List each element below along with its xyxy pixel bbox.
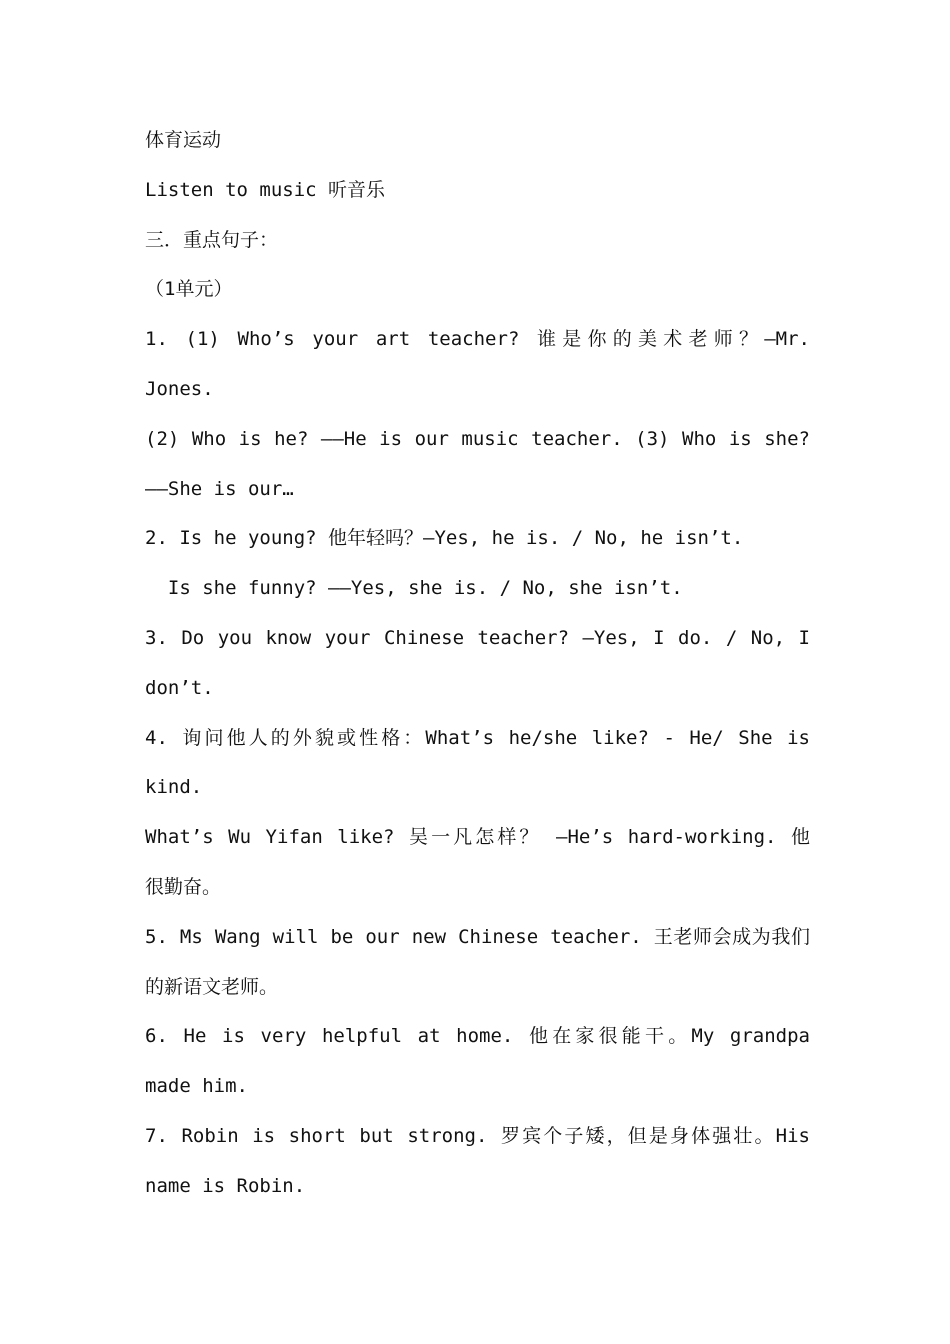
text-line: Listen to music 听音乐 [145, 178, 386, 201]
text-line: 4. 询问他人的外貌或性格：What’s he/she like? - He/ She is [145, 726, 810, 749]
document-body [145, 116, 810, 1212]
text-line: 体育运动 [145, 129, 222, 151]
text-line: 2. Is he young? 他年轻吗？—Yes, he is. / No, he isn’t. [145, 527, 744, 550]
text-line: (2) Who is he? ——He is our music teacher. (3) Who is she? [145, 427, 810, 450]
text-line: 很勤奋。 [145, 875, 222, 898]
text-line: 1. (1) Who’s your art teacher? 谁是你的美术老师？—Mr. [145, 328, 810, 351]
text-line: 5. Ms Wang will be our new Chinese teacher. 王老师会成为我们 [145, 925, 810, 948]
text-line: kind. [145, 776, 203, 799]
section-heading: 三．重点句子： [145, 228, 279, 251]
text-line: ——She is our… [145, 477, 294, 500]
text-line: made him. [145, 1075, 248, 1098]
text-line: 7. Robin is short but strong. 罗宾个子矮，但是身体强壮。His [145, 1124, 810, 1147]
text-line: name is Robin. [145, 1174, 306, 1197]
text-line: Jones. [145, 377, 214, 400]
text-line: What’s Wu Yifan like? 吴一凡怎样？ —He’s hard-working. 他 [145, 826, 810, 849]
unit-heading: （1单元） [145, 278, 233, 301]
text-line: 6. He is very helpful at home. 他在家很能干。My grandpa [145, 1025, 810, 1048]
text-line: don’t. [145, 676, 214, 699]
text-line: 的新语文老师。 [145, 975, 279, 998]
text-line: 3. Do you know your Chinese teacher? —Yes, I do. / No, I [145, 626, 810, 649]
text-line: Is she funny? ——Yes, she is. / No, she isn’t. [145, 577, 683, 600]
